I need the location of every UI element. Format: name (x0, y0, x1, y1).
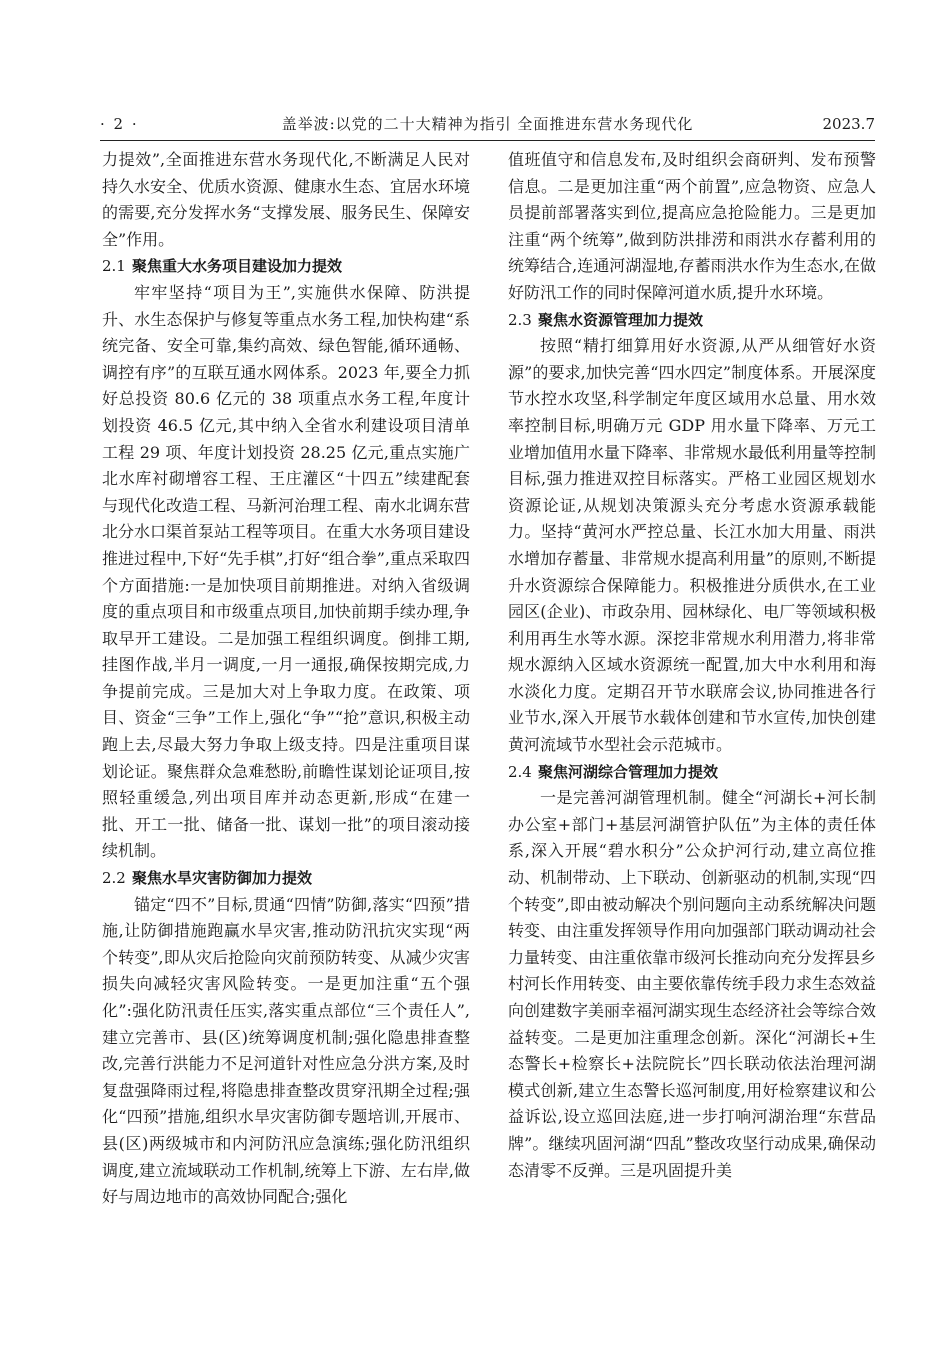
running-header (100, 110, 875, 138)
paragraph: 牢牢坚持“项目为王”,实施供水保障、防洪提升、水生态保护与修复等重点水务工程,加快构建“系统完备、安全可靠,集约高效、绿色智能,循环通畅、调控有序”的互联互通水网体系。2023 年,要全力抓好总投资 80.6 亿元的 38 项重点水务工程,年度计划投资 46.5 亿元,其中纳入全省水利建设项目清单工程 29 项、年度计划投资 28.25 亿元,重点实施广北水库衬砌增容工程、王庄灌区“十四五”续建配套与现代化改造工程、马新河治理工程、南水北调东营北分水口渠首泵站工程等项目。在重大水务项目建设推进过程中,下好“先手棋”,打好“组合拳”,重点采取四个方面措施:一是加快项目前期推进。对纳入省级调度的重点项目和市级重点项目,加快前期手续办理,争取早开工建设。二是加强工程组织调度。倒排工期,挂图作战,半月一调度,一月一通报,确保按期完成,力争提前完成。三是加大对上争取力度。在政策、项目、资金“三争”工作上,强化“争”“抢”意识,积极主动跑上去,尽最大努力争取上级支持。四是注重项目谋划论证。聚焦群众急难愁盼,前瞻性谋划论证项目,按照轻重缓急,列出项目库并动态更新,形成“在建一批、开工一批、储备一批、谋划一批”的项目滚动接续机制。 (102, 282, 471, 861)
issue-date: 2023.7 (822, 115, 875, 133)
section-number: 2.3 (508, 310, 532, 329)
paragraph: 一是完善河湖管理机制。健全“河湖长+河长制办公室+部门+基层河湖管护队伍”为主体的责任体系,深入开展“碧水积分”公众护河行动,建立高位推动、机制带动、上下联动、创新驱动的机制,实现“四个转变”,即由被动解决个别问题向主动系统解决问题转变、由注重发挥领导作用向加强部门联动调动社会力量转变、由注重依靠市级河长推动向充分发挥县乡村河长作用转变、由主要依靠传统手段力求生态效益向创建数字美丽幸福河湖实现生态经济社会等综合效益转变。二是更加注重理念创新。深化“河湖长+生态警长+检察长+法院院长”四长联动依法治理河湖模式创新,建立生态警长巡河制度,用好检察建议和公益诉讼,设立巡回法庭,进一步打响河湖治理“东营品牌”。继续巩固河湖“四乱”整改攻坚行动成果,确保动态清零不反弹。三是巩固提升美 (508, 788, 877, 1180)
section-heading-2-2 (102, 865, 470, 892)
section-heading-2-4 (508, 759, 876, 786)
section-title: 聚焦水资源管理加力提效 (538, 310, 704, 329)
page-number: · 2 · (100, 115, 139, 133)
section-heading-2-1 (102, 253, 470, 280)
section-number: 2.4 (508, 762, 532, 781)
left-column (102, 147, 470, 1211)
section-title: 聚焦重大水务项目建设加力提效 (132, 257, 343, 276)
header-rule (100, 140, 875, 141)
section-number: 2.2 (102, 869, 126, 888)
section-title: 聚焦河湖综合管理加力提效 (538, 762, 719, 781)
right-column (508, 147, 876, 1184)
section-heading-2-3 (508, 307, 876, 334)
paragraph-continued: 力提效”,全面推进东营水务现代化,不断满足人民对持久水安全、优质水资源、健康水生态、宜居水环境的需要,充分发挥水务“支撑发展、服务民生、保障安全”作用。 (102, 150, 471, 249)
section-title: 聚焦水旱灾害防御加力提效 (132, 869, 313, 888)
paragraph: 锚定“四不”目标,贯通“四情”防御,落实“四预”措施,让防御措施跑赢水旱灾害,推动防汛抗灾实现“两个转变”,即从灾后抢险向灾前预防转变、从减少灾害损失向减轻灾害风险转变。一是更加注重“五个强化”:强化防汛责任压实,落实重点部位“三个责任人”,建立完善市、县(区)统筹调度机制;强化隐患排查整改,完善行洪能力不足河道针对性应急分洪方案,及时复盘强降雨过程,将隐患排查整改贯穿汛期全过程;强化“四预”措施,组织水旱灾害防御专题培训,开展市、县(区)两级城市和内河防汛应急演练;强化防汛组织调度,建立流域联动工作机制,统筹上下游、左右岸,做好与周边地市的高效协同配合;强化 (102, 894, 470, 1207)
paragraph: 按照“精打细算用好水资源,从严从细管好水资源”的要求,加快完善“四水四定”制度体系。开展深度节水控水攻坚,科学制定年度区域用水总量、用水效率控制目标,明确万元 GDP 用水量下降率、万元工业增加值用水量下降率、非常规水最低利用量等控制目标,强力推进双控目标落实。严格工业园区规划水资源论证,从规划决策源头充分考虑水资源承载能力。坚持“黄河水严控总量、长江水加大用量、雨洪水增加存蓄量、非常规水提高利用量”的原则,不断提升水资源综合保障能力。积极推进分质供水,在工业园区(企业)、市政杂用、园林绿化、电厂等领域积极利用再生水等水源。深挖非常规水利用潜力,将非常规水源纳入区域水资源统一配置,加大中水利用和海水淡化力度。定期召开节水联席会议,协同推进各行业节水,深入开展节水载体创建和节水宣传,加快创建黄河流域节水型社会示范城市。 (508, 336, 877, 755)
paragraph-continued: 值班值守和信息发布,及时组织会商研判、发布预警信息。二是更加注重“两个前置”,应急物资、应急人员提前部署落实到位,提高应急抢险能力。三是更加注重“两个统筹”,做到防洪排涝和雨洪水存蓄利用的统筹结合,连通河湖湿地,存蓄雨洪水作为生态水,在做好防汛工作的同时保障河道水质,提升水环境。 (508, 150, 876, 302)
section-number: 2.1 (102, 257, 126, 276)
running-title: 盖举波:以党的二十大精神为指引 全面推进东营水务现代化 (281, 115, 694, 133)
